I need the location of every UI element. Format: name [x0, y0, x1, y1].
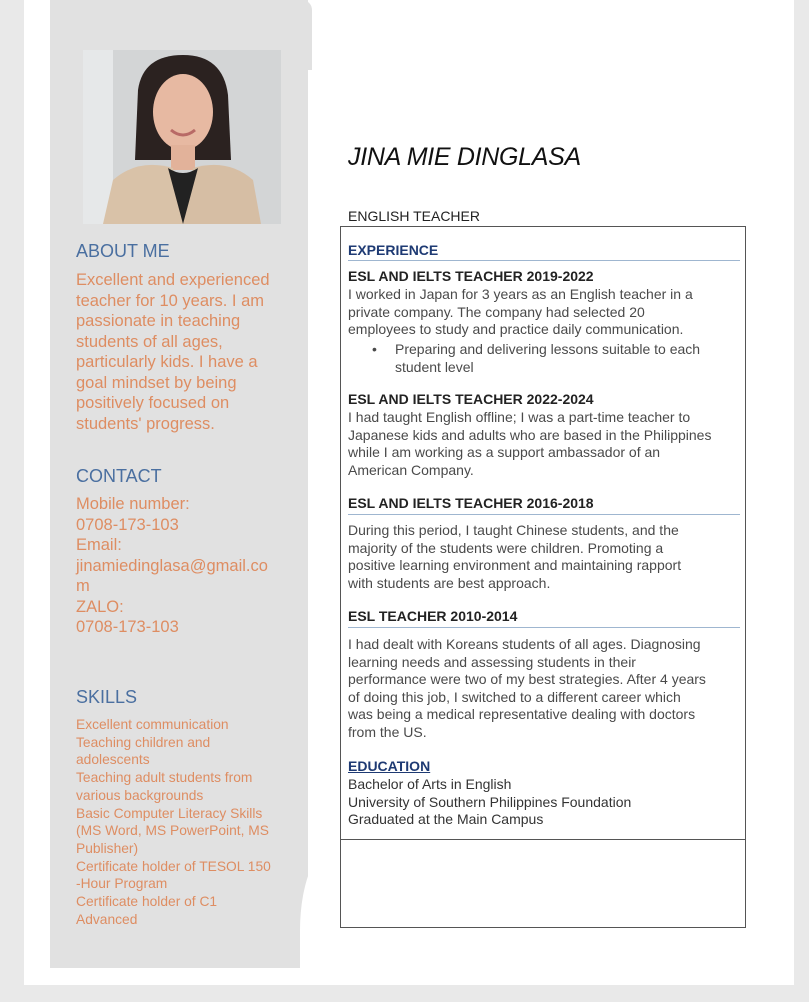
- description-line: I had dealt with Koreans students of all ages. Diagnosing: [348, 636, 701, 652]
- description-line: was being a medical representative dealing with doctors: [348, 706, 696, 723]
- about-heading: ABOUT ME: [76, 241, 170, 261]
- description-line: with students are best approach.: [348, 574, 551, 591]
- job-description: [348, 409, 743, 479]
- job-title: ESL AND IELTS TEACHER 2016-2018: [348, 495, 594, 511]
- about-line: students' progress.: [76, 414, 215, 433]
- skill-line: Teaching adult students from: [76, 770, 253, 786]
- contact-line: Mobile number:: [76, 495, 190, 513]
- education-line: Graduated at the Main Campus: [348, 811, 544, 828]
- contact-line: jinamiedinglasa@gmail.co: [76, 556, 268, 575]
- contact-info: [76, 494, 268, 638]
- description-line: learning needs and assessing students in their: [348, 653, 636, 670]
- description-line: majority of the students were children. Promoting a: [348, 539, 664, 556]
- profile-photo: [83, 50, 281, 224]
- about-line: passionate in teaching: [76, 312, 241, 330]
- about-line: positively focused on: [76, 394, 230, 412]
- skill-line: various backgrounds: [76, 787, 204, 803]
- description-line: I worked in Japan for 3 years as an English teacher in a: [348, 286, 693, 302]
- skill-line: (MS Word, MS PowerPoint, MS: [76, 823, 269, 839]
- bullet-line: Preparing and delivering lessons suitable to each: [395, 341, 701, 357]
- about-line: teacher for 10 years. I am: [76, 291, 265, 310]
- sidebar-decor: [300, 0, 312, 70]
- about-line: students of all ages,: [76, 332, 223, 351]
- skills-list: [76, 716, 271, 928]
- job-title: ESL AND IELTS TEACHER 2019-2022: [348, 268, 594, 284]
- skill-line: Excellent communication: [76, 717, 229, 732]
- description-line: American Company.: [348, 461, 474, 478]
- description-line: I had taught English offline; I was a part-time teacher to: [348, 409, 691, 425]
- contact-line: 0708-173-103: [76, 515, 179, 534]
- description-line: of doing this job, I switched to a different career which: [348, 688, 681, 705]
- experience-heading: EXPERIENCE: [348, 242, 439, 258]
- description-line: private company. The company had selected 20: [348, 303, 645, 320]
- description-line: Japanese kids and adults who are based in the Philippines: [348, 426, 712, 443]
- description-line: employees to study and practice daily communication.: [348, 321, 684, 338]
- description-line: while I am working as a support ambassador of an: [348, 444, 661, 461]
- bullet-line: student level: [395, 358, 474, 375]
- contact-line: 0708-173-103: [76, 618, 179, 636]
- about-line: goal mindset by being: [76, 373, 237, 392]
- about-line: particularly kids. I have a: [76, 353, 258, 371]
- section-rule: [348, 260, 740, 261]
- about-line: Excellent and experienced: [76, 271, 270, 289]
- contact-line: Email:: [76, 536, 122, 554]
- education-heading: EDUCATION: [348, 758, 431, 774]
- box-divider: [340, 839, 746, 840]
- education-details: [348, 776, 631, 829]
- job-title: ESL TEACHER 2010-2014: [348, 608, 518, 624]
- portrait-image: [83, 50, 281, 224]
- job-description: [348, 636, 743, 742]
- job-title: ESL AND IELTS TEACHER 2022-2024: [348, 391, 594, 407]
- section-rule: [348, 514, 740, 515]
- skills-heading: SKILLS: [76, 687, 138, 707]
- skill-line: Teaching children and: [76, 734, 211, 750]
- education-line: University of Southern Philippines Foundation: [348, 793, 632, 810]
- section-rule: [348, 627, 740, 628]
- skill-line: Advanced: [76, 911, 138, 927]
- job-role: ENGLISH TEACHER: [348, 208, 480, 224]
- contact-heading: CONTACT: [76, 466, 162, 486]
- skill-line: Certificate holder of TESOL 150: [76, 858, 271, 874]
- job-description: [348, 286, 743, 339]
- description-line: During this period, I taught Chinese students, and the: [348, 522, 679, 538]
- skill-line: Basic Computer Literacy Skills: [76, 805, 263, 821]
- contact-line: m: [76, 577, 90, 595]
- description-line: performance were two of my best strategies. After 4 years: [348, 671, 706, 688]
- job-bullet: [372, 341, 732, 376]
- job-description: [348, 522, 743, 592]
- contact-line: ZALO:: [76, 597, 124, 616]
- candidate-name: JINA MIE DINGLASA: [348, 143, 581, 171]
- bullet-icon: •: [372, 341, 377, 357]
- about-text: [76, 270, 270, 434]
- description-line: from the US.: [348, 723, 427, 740]
- skill-line: adolescents: [76, 752, 150, 768]
- skill-line: Publisher): [76, 840, 139, 856]
- skill-line: Certificate holder of C1: [76, 894, 218, 910]
- skill-line: -Hour Program: [76, 876, 168, 892]
- education-line: Bachelor of Arts in English: [348, 776, 512, 792]
- description-line: positive learning environment and maintaining rapport: [348, 557, 682, 574]
